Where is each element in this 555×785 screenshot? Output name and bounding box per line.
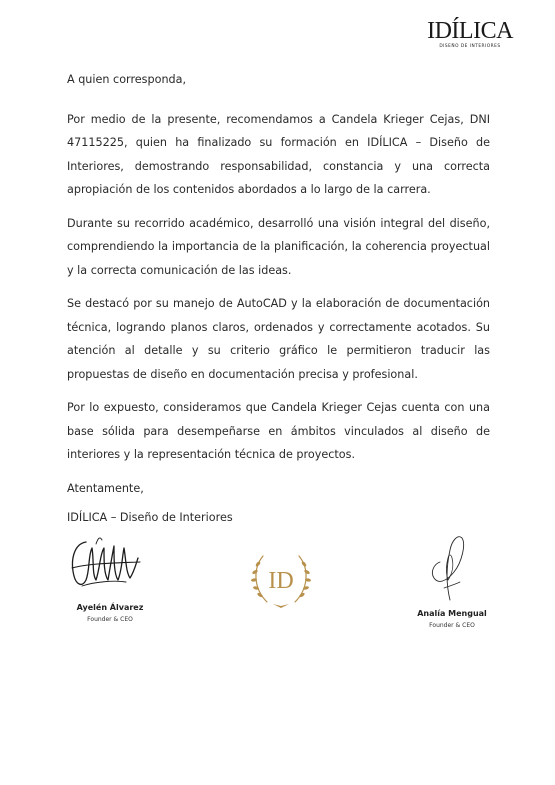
letter-body <box>67 68 490 540</box>
signature-left-image <box>64 530 146 600</box>
letter-paragraph: Por medio de la presente, recomendamos a Candela Krieger Cejas, DNI 47115225, quien ha finalizado su formación en IDÍLICA – Diseño de Interiores, demostrando responsabilidad, constancia y una correcta apropiación de los contenidos abordados a lo largo de la carrera. <box>67 112 490 196</box>
letter-greeting: A quien corresponda, <box>67 73 187 86</box>
letter-paragraph: Por lo expuesto, consideramos que Candela Krieger Cejas cuenta con una base sólida para desempeñarse en ámbitos vinculados al diseño de interiores y la representación técnica de proyectos. <box>67 401 490 461</box>
letter-paragraph: Durante su recorrido académico, desarrolló una visión integral del diseño, comprendiendo la importancia de la planificación, la coherencia proyectual y la correcta comunicación de las ideas. <box>67 216 490 277</box>
letter-closing: Atentamente, <box>67 481 144 495</box>
laurel-seal-icon <box>243 548 319 612</box>
brand-logo <box>420 20 520 49</box>
signatory-name: Ayelén Álvarez <box>76 603 144 612</box>
letter-paragraph: Se destacó por su manejo de AutoCAD y la elaboración de documentación técnica, logrando planos claros, ordenados y correctamente acotados. Su atención al detalle y su criterio gráfico le permitieron traducir las propuestas de diseño en documentación precisa y profesional. <box>67 297 490 381</box>
seal-text: ID <box>268 568 294 594</box>
logo-text: IDÍLICA <box>427 18 513 44</box>
signatory-role: Founder & CEO <box>87 616 133 623</box>
logo-subtitle: DISEÑO DE INTERIORES <box>439 44 501 49</box>
signatory-name: Analía Mengual <box>417 609 487 618</box>
letter-sender: IDÍLICA – Diseño de Interiores <box>67 511 233 524</box>
signature-right-image <box>416 528 476 606</box>
signatory-role: Founder & CEO <box>429 622 475 629</box>
